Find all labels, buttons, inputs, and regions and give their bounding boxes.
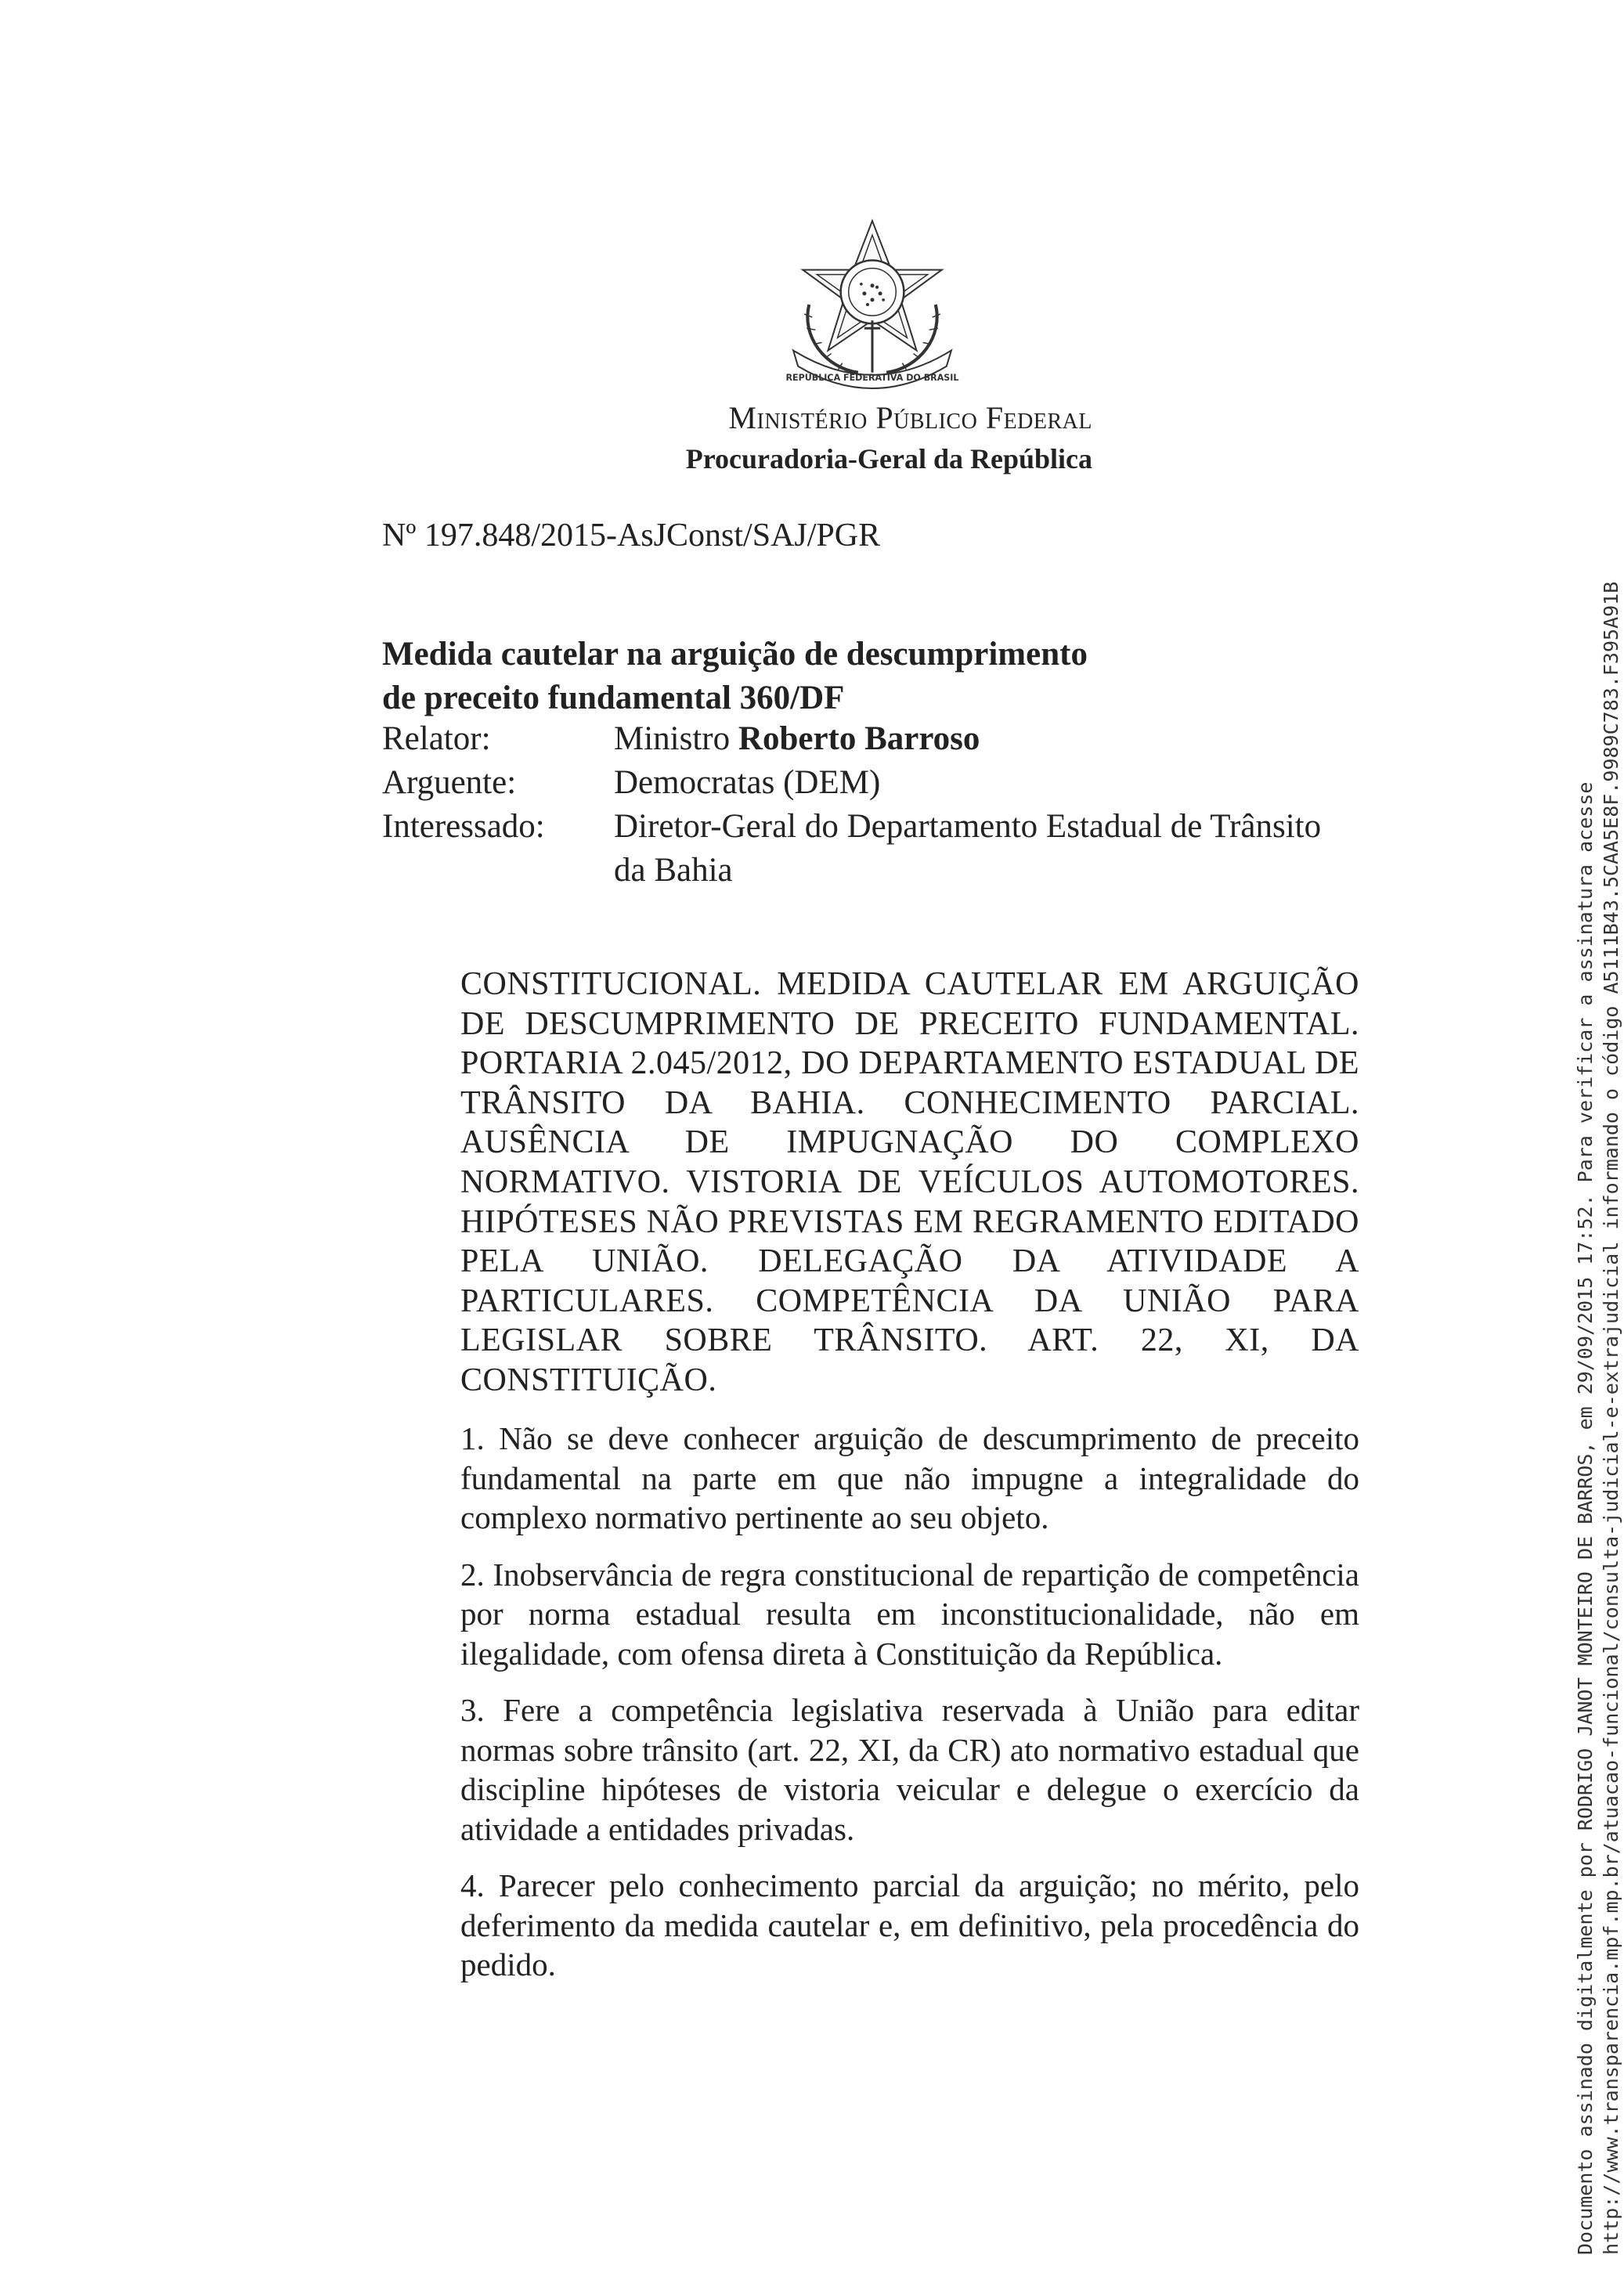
- summary-item: 1. Não se deve conhecer arguição de descumprimento de preceito fundamental na parte em que não impugne a integralidade do complexo normativo pertinente ao seu objeto.: [460, 1420, 1359, 1535]
- case-title-line: Medida cautelar na arguição de descumprimento: [382, 636, 1088, 673]
- relator-name: Roberto Barroso: [738, 720, 980, 757]
- summary-item: 2. Inobservância de regra constitucional de repartição de competência por norma estadual resulta em inconstitucionalidade, não em ilegalidade, com ofensa direta à Constituição da República.: [460, 1556, 1359, 1672]
- summary-item: 3. Fere a competência legislativa reservada à União para editar normas sobre trânsito (art. 22, XI, da CR) ato normativo estadual que discipline hipóteses de vistoria veicular e delegue o exercício da atividade a entidades privadas.: [460, 1692, 1359, 1847]
- department-name: Procuradoria-Geral da República: [685, 443, 1092, 474]
- party-label: Relator:: [382, 720, 491, 757]
- signature-line: Documento assinado digitalmente por RODRIGO JANOT MONTEIRO DE BARROS, em 29/09/2015 17:52. Para verificar a assinatura acesse: [1574, 781, 1597, 2255]
- digital-signature-stamp: [1572, 582, 1624, 2255]
- party-label: Arguente:: [382, 764, 517, 801]
- party-value: Democratas (DEM): [614, 764, 881, 801]
- abstract-ementa: CONSTITUCIONAL. MEDIDA CAUTELAR EM ARGUIÇÃO DE DESCUMPRIMENTO DE PRECEITO FUNDAMENTAL. PORTARIA 2.045/2012, DO DEPARTAMENTO ESTADUAL DE TRÂNSITO DA BAHIA. CONHECIMENTO PARCIAL. AUSÊNCIA DE IMPUGNAÇÃO DO COMPLEXO NORMATIVO. VISTORIA DE VEÍCULOS AUTOMOTORES. HIPÓTESES NÃO PREVISTAS EM REGRAMENTO EDITADO PELA UNIÃO. DELEGAÇÃO DA ATIVIDADE A PARTICULARES. COMPETÊNCIA DA UNIÃO PARA LEGISLAR SOBRE TRÂNSITO. ART. 22, XI, DA CONSTITUIÇÃO.: [460, 966, 1359, 1398]
- parties-block: [382, 717, 1361, 893]
- case-title-line: de preceito fundamental 360/DF: [382, 680, 845, 716]
- summary-item: 4. Parecer pelo conhecimento parcial da arguição; no mérito, pelo deferimento da medida cautelar e, em definitivo, pela procedência do pedido.: [460, 1867, 1359, 1982]
- party-label: Interessado:: [382, 808, 545, 845]
- signature-link: http://www.transparencia.mpf.mp.br/atuacao-funcional/consulta-judicial-e-extrajudicial informando o código A5111B43.5CAA5E8F.9989C783.F395A91B: [1600, 581, 1622, 2255]
- document-number: Nº 197.848/2015-AsJConst/SAJ/PGR: [382, 518, 881, 554]
- header-organization: [662, 398, 1092, 479]
- party-value: Diretor-Geral do Departamento Estadual de Trânsito da Bahia: [614, 808, 1322, 889]
- organization-name: Ministério Público Federal: [728, 400, 1092, 435]
- relator-prefix: Ministro: [614, 720, 731, 757]
- party-row-arguente: [382, 761, 1361, 805]
- svg-text:REPÚBLICA FEDERATIVA DO BRASIL: REPÚBLICA FEDERATIVA DO BRASIL: [785, 372, 959, 383]
- summary-list: [460, 1419, 1359, 2002]
- case-title: [382, 633, 1322, 720]
- party-row-relator: [382, 717, 1361, 761]
- party-row-interessado: [382, 805, 1361, 893]
- party-value: [614, 717, 1361, 761]
- coat-of-arms-icon: [785, 218, 959, 388]
